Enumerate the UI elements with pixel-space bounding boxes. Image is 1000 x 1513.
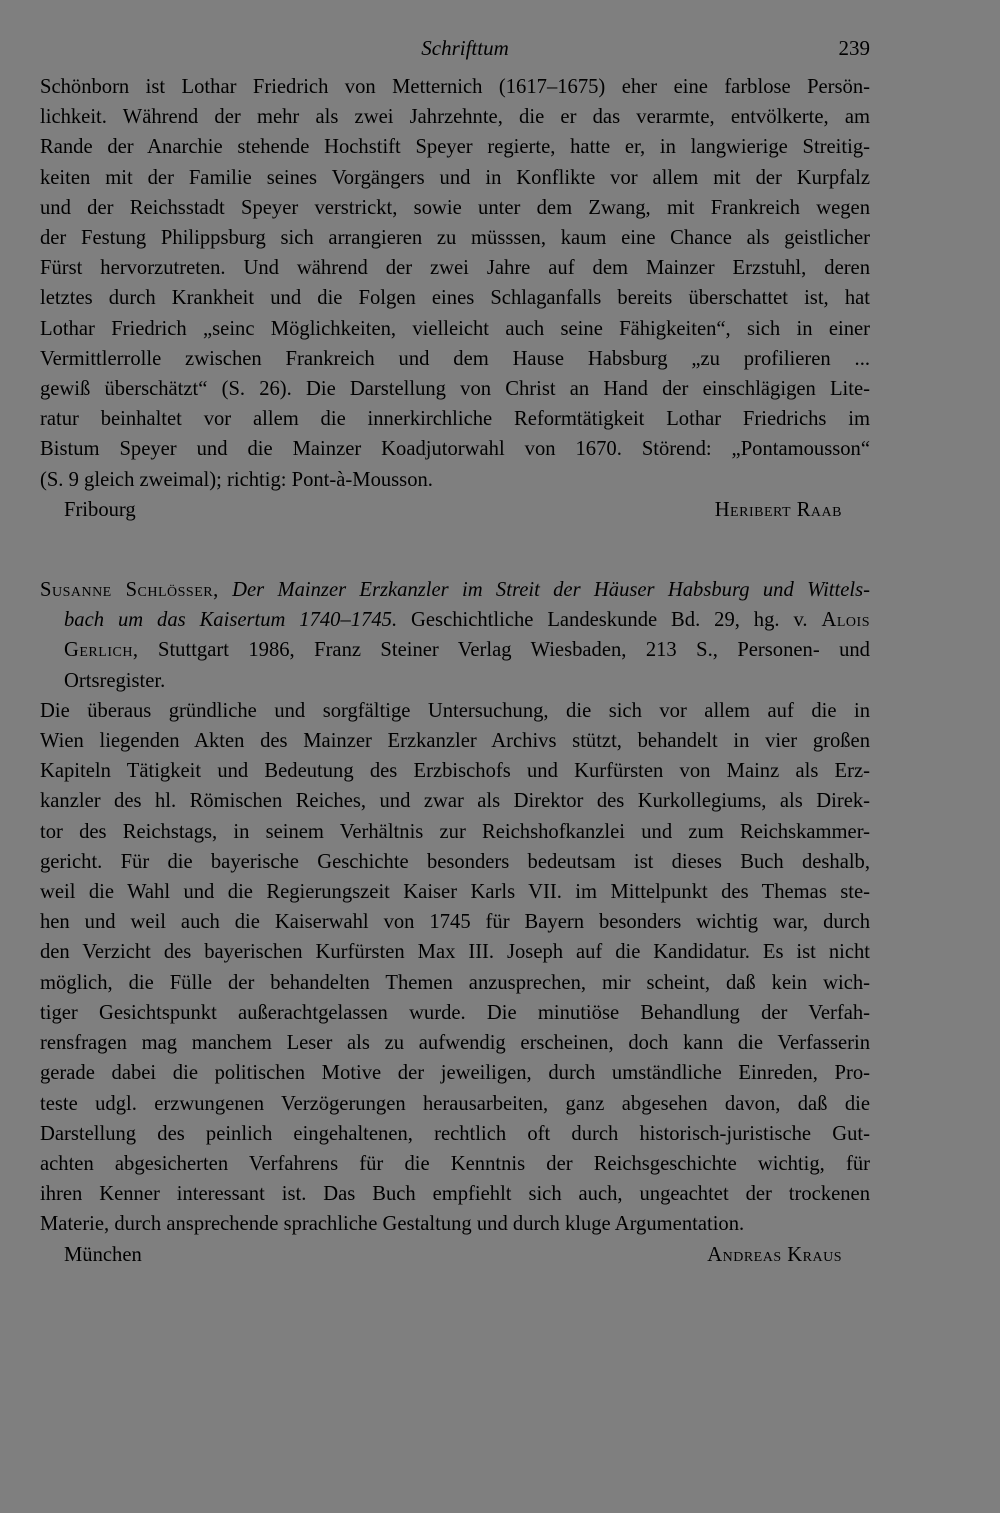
citation-editor-first: Alois: [821, 609, 870, 632]
text-line: letztes durch Krankheit und die Folgen eines Schlaganfalls bereits überschattet ist, hat: [40, 287, 870, 310]
bibliographic-citation: [40, 575, 870, 696]
section-title: Schrifttum: [421, 36, 509, 60]
text-line: tiger Gesichtspunkt außerachtgelassen wurde. Die minutiöse Behandlung der Verfah-: [40, 1001, 870, 1024]
page-number: 239: [838, 36, 870, 60]
text-line: Vermittlerrolle zwischen Frankreich und dem Hause Habsburg „zu profilieren ...: [40, 347, 870, 370]
citation-editor-last: Gerlich,: [64, 639, 139, 662]
signature-name: Andreas Kraus: [707, 1243, 842, 1266]
text-line: weil die Wahl und die Regierungszeit Kaiser Karls VII. im Mittelpunkt des Themas ste-: [40, 881, 870, 904]
text-line: ihren Kenner interessant ist. Das Buch empfiehlt sich auch, ungeachtet der trockenen: [40, 1183, 870, 1206]
text-line: den Verzicht des bayerischen Kurfürsten Max III. Joseph auf die Kandidatur. Es ist nicht: [40, 941, 870, 964]
text-line: gerade dabei die politischen Motive der jeweiligen, durch umständliche Einreden, Pro-: [40, 1062, 870, 1085]
text-line: teste udgl. erzwungenen Verzögerungen herausarbeiten, ganz abgesehen davon, daß die: [40, 1092, 870, 1115]
citation-title-part: Der Mainzer Erzkanzler im Streit der Häuser Habsburg und Wittels-: [232, 579, 870, 602]
text-line: (S. 9 gleich zweimal); richtig: Pont-à-Mousson.: [40, 468, 433, 491]
citation-register: Ortsregister.: [64, 669, 166, 692]
review-2-body: [40, 696, 870, 1240]
text-line: lichkeit. Während der mehr als zwei Jahrzehnte, die er das verarmte, entvölkerte, am: [40, 106, 870, 129]
signature-place: München: [64, 1243, 142, 1266]
text-line: gewiß überschätzt“ (S. 26). Die Darstellung von Christ an Hand der einschlägigen Lite-: [40, 378, 870, 401]
citation-author: Susanne Schlösser,: [40, 579, 219, 602]
text-line: der Festung Philippsburg sich arrangieren zu müsssen, kaum eine Chance als geistlicher: [40, 227, 870, 250]
running-head: [40, 30, 870, 66]
citation-title-part: bach um das Kaisertum 1740–1745.: [64, 609, 398, 632]
citation-series: Geschichtliche Landeskunde Bd. 29, hg. v.: [411, 609, 808, 632]
text-line: Materie, durch ansprechende sprachliche Gestaltung und durch kluge Argumentation.: [40, 1213, 745, 1236]
citation-line: [40, 605, 870, 635]
text-line: Fürst hervorzutreten. Und während der zwei Jahre auf dem Mainzer Erzstuhl, deren: [40, 257, 870, 280]
page: [40, 30, 870, 1270]
text-line: Die überaus gründliche und sorgfältige Untersuchung, die sich vor allem auf die in: [40, 699, 870, 722]
text-line: ratur beinhaltet vor allem die innerkirchliche Reformtätigkeit Lothar Friedrichs im: [40, 408, 870, 431]
signature-name: Heribert Raab: [714, 498, 842, 521]
text-line: hen und weil auch die Kaiserwahl von 1745 für Bayern besonders wichtig war, durch: [40, 911, 870, 934]
text-line: Bistum Speyer und die Mainzer Koadjutorwahl von 1670. Störend: „Pontamousson“: [40, 438, 870, 461]
text-line: tor des Reichstags, in seinem Verhältnis zur Reichshofkanzlei und zum Reichskammer-: [40, 820, 870, 843]
review-2-signature: [40, 1240, 870, 1270]
text-line: möglich, die Fülle der behandelten Themen anzusprechen, mir scheint, daß kein wich-: [40, 971, 870, 994]
citation-line: [40, 575, 870, 605]
signature-place: Fribourg: [64, 498, 136, 521]
citation-line: [40, 635, 870, 665]
text-line: Wien liegenden Akten des Mainzer Erzkanzler Archivs stützt, behandelt in vier großen: [40, 730, 870, 753]
review-1-body: [40, 72, 870, 495]
text-line: rensfragen mag manchem Leser als zu aufwendig erscheinen, doch kann die Verfasserin: [40, 1032, 870, 1055]
text-line: keiten mit der Familie seines Vorgängers und in Konflikte vor allem mit der Kurpfalz: [40, 166, 870, 189]
review-1: [40, 72, 870, 525]
text-line: kanzler des hl. Römischen Reiches, und zwar als Direktor des Kurkollegiums, als Direk-: [40, 790, 870, 813]
citation-publisher: Stuttgart 1986, Franz Steiner Verlag Wiesbaden, 213 S., Personen- und: [158, 639, 870, 662]
text-line: Rande der Anarchie stehende Hochstift Speyer regierte, hatte er, in langwierige Streitig-: [40, 136, 870, 159]
review-1-signature: [40, 495, 870, 525]
text-line: Darstellung des peinlich eingehaltenen, rechtlich oft durch historisch-juristische Gut-: [40, 1122, 870, 1145]
text-line: Lothar Friedrich „seinc Möglichkeiten, vielleicht auch seine Fähigkeiten“, sich in einer: [40, 317, 870, 340]
text-line: und der Reichsstadt Speyer verstrickt, sowie unter dem Zwang, mit Frankreich wegen: [40, 196, 870, 219]
citation-line: [40, 666, 870, 696]
text-line: Kapiteln Tätigkeit und Bedeutung des Erzbischofs und Kurfürsten von Mainz als Erz-: [40, 760, 870, 783]
text-line: Schönborn ist Lothar Friedrich von Metternich (1617–1675) eher eine farblose Persön-: [40, 76, 870, 98]
review-2: [40, 575, 870, 1270]
text-line: achten abgesicherten Verfahrens für die Kenntnis der Reichsgeschichte wichtig, für: [40, 1152, 870, 1175]
text-line: gericht. Für die bayerische Geschichte besonders bedeutsam ist dieses Buch deshalb,: [40, 850, 870, 873]
